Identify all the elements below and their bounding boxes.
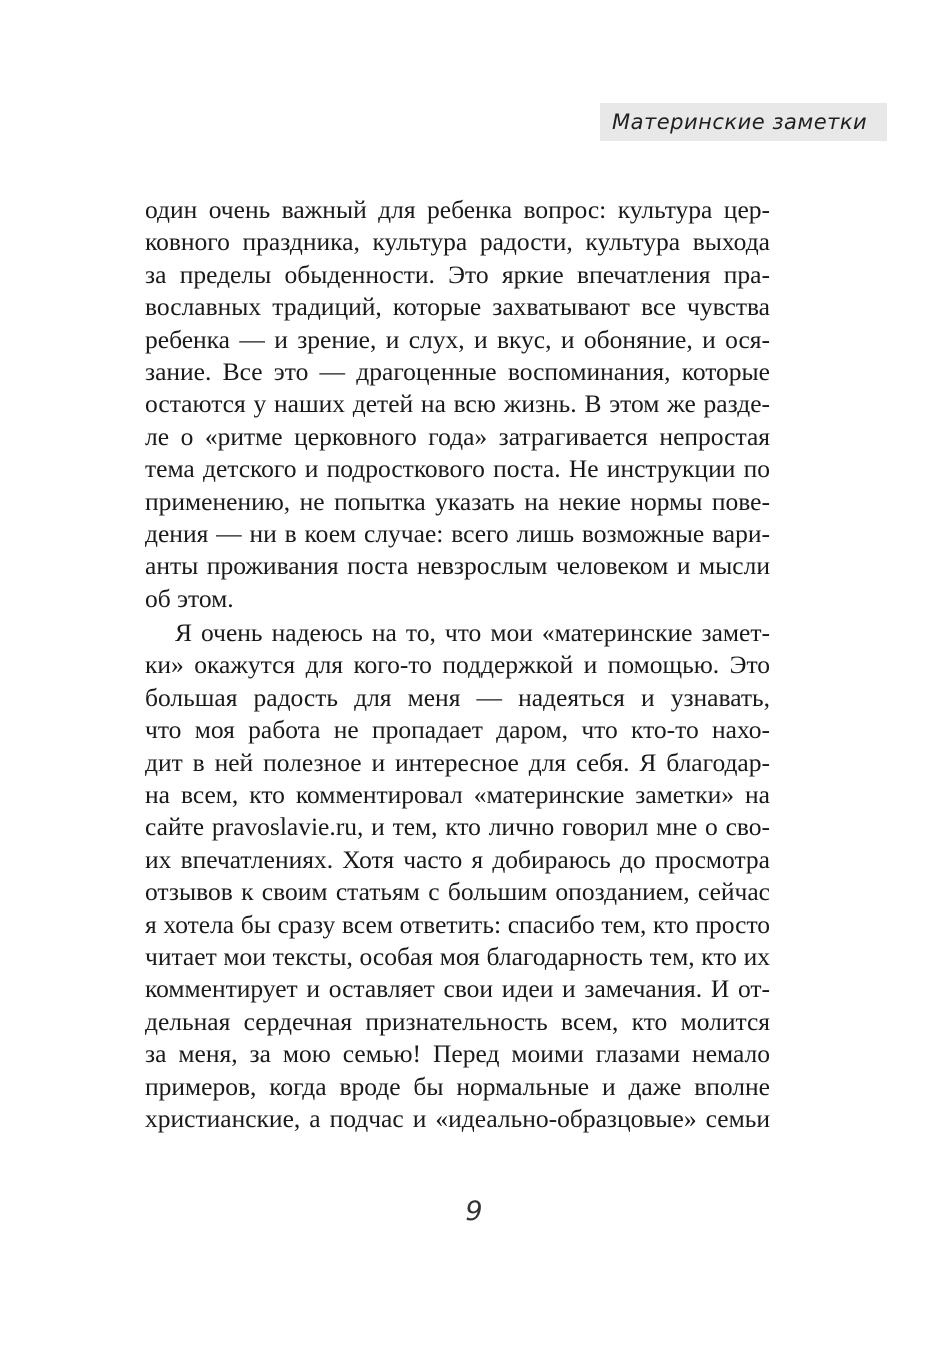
text-line: дельная сердечная признательность всем, кто молится: [145, 1006, 770, 1036]
text-line: об этом.: [145, 583, 234, 613]
text-line: тема детского и подросткового поста. Не инструкции по: [145, 454, 770, 484]
page-body: [145, 194, 770, 1135]
text-line: их впечатлениях. Хотя часто я добираюсь до просмотра: [145, 844, 770, 874]
text-line: христианские, а подчас и «идеально-образцовые» семьи: [145, 1103, 770, 1133]
text-line: комментирует и оставляет свои идеи и замечания. И от-: [145, 974, 770, 1004]
page-number: 9: [465, 1196, 483, 1227]
text-line: примеров, когда вроде бы нормальные и даже вполне: [145, 1071, 770, 1101]
text-line: большая радость для меня — надеяться и узнавать,: [145, 682, 770, 712]
text-line: что моя работа не пропадает даром, что кто-то нахо-: [145, 715, 770, 745]
text-line: остаются у наших детей на всю жизнь. В этом же разде-: [145, 389, 770, 419]
text-line: анты проживания поста невзрослым человеком и мысли: [145, 551, 770, 581]
text-line: дит в ней полезное и интересное для себя. Я благодар-: [145, 747, 770, 777]
text-line: за пределы обыденности. Это яркие впечатления пра-: [145, 259, 770, 289]
text-line: Я очень надеюсь на то, что мои «материнские замет-: [175, 618, 770, 648]
text-line: один очень важный для ребенка вопрос: культура цер-: [145, 195, 770, 224]
text-line: ле о «ритме церковного года» затрагивается непростая: [145, 421, 770, 451]
text-line: ковного праздника, культура радости, культура выхода: [145, 227, 770, 257]
text-line: зание. Все это — драгоценные воспоминания, которые: [145, 356, 770, 386]
text-line: отзывов к своим статьям с большим опозданием, сейчас: [145, 877, 770, 907]
text-line: применению, не попытка указать на некие нормы пове-: [145, 486, 770, 516]
text-line: ребенка — и зрение, и слух, и вкус, и обоняние, и ося-: [145, 324, 770, 354]
text-line: за меня, за мою семью! Перед моими глазами немало: [145, 1039, 770, 1069]
paragraph-2: [145, 617, 770, 1135]
paragraph-1: [145, 194, 770, 615]
text-line: дения — ни в коем случае: всего лишь возможные вари-: [145, 518, 770, 548]
text-line: на всем, кто комментировал «материнские заметки» на: [145, 780, 770, 810]
running-header-title: Материнские заметки: [612, 110, 868, 134]
text-line: ки» окажутся для кого-то поддержкой и помощью. Это: [145, 650, 770, 680]
text-line: сайте pravoslavie.ru, и тем, кто лично говорил мне о сво-: [145, 812, 770, 842]
text-line: читает мои тексты, особая моя благодарность тем, кто их: [145, 941, 770, 971]
running-header: [600, 103, 887, 141]
text-line: я хотела бы сразу всем ответить: спасибо тем, кто просто: [145, 909, 770, 939]
text-line: вославных традиций, которые захватывают все чувства: [145, 292, 770, 322]
